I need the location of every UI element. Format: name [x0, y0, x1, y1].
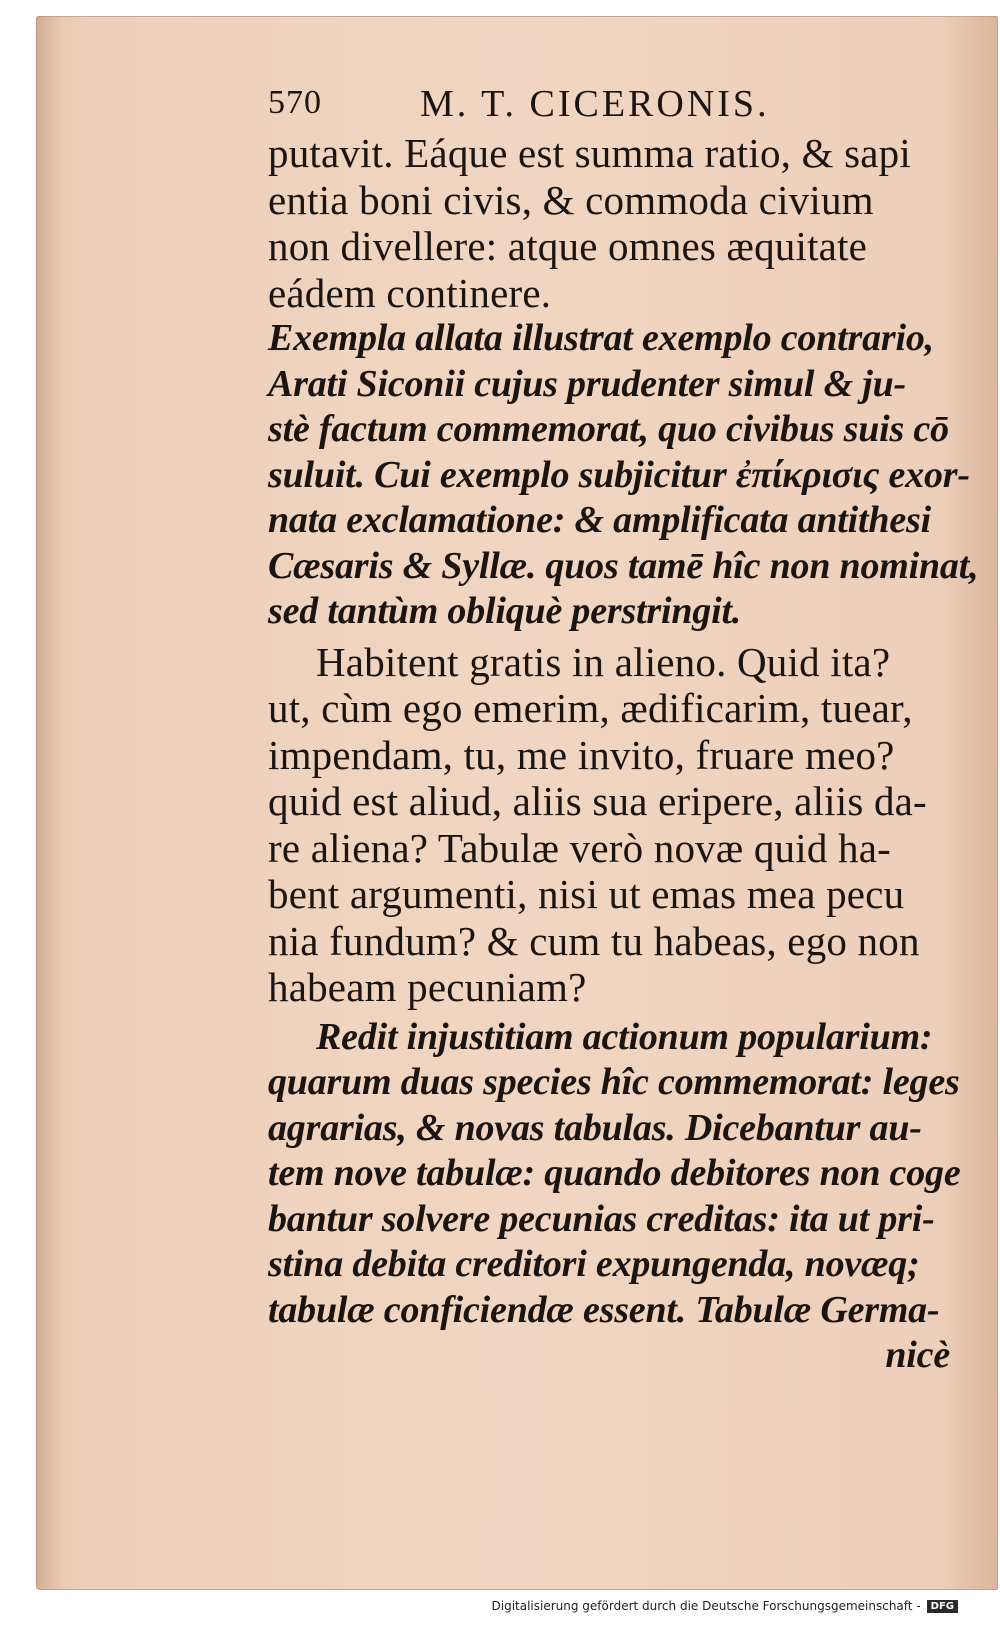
commentary-note-1	[268, 316, 979, 635]
note-line: stè factum commemorat, quo civibus suis cō	[268, 408, 949, 450]
note-line: stina debita creditori expungenda, novæq;	[268, 1243, 920, 1285]
text-line: entia boni civis, & commoda civium	[268, 176, 874, 223]
text-line: non divellere: atque omnes æquitate	[268, 223, 868, 269]
text-line: impendam, tu, me invito, fruare meo?	[268, 731, 895, 778]
note-line: agrarias, & novas tabulas. Dicebantur au-	[268, 1106, 922, 1149]
text-line: quid est aliud, aliis sua eripere, aliis da-	[268, 778, 927, 824]
note-line: Cæsaris & Syllæ. quos tamē hîc non nominat,	[268, 544, 979, 587]
text-line: re aliena? Tabulæ verò novæ quid ha-	[268, 824, 891, 871]
paragraph-2	[268, 639, 968, 1011]
paragraph-1	[268, 130, 968, 316]
text-line: habeam pecuniam?	[268, 964, 587, 1010]
text-line: Habitent gratis in alieno. Quid ita?	[316, 638, 891, 685]
note-line: tem nove tabulæ: quando debitores non coge	[268, 1152, 961, 1194]
text-block	[268, 74, 979, 1379]
text-line: ut, cùm ego emerim, ædificarim, tuear,	[268, 685, 913, 731]
running-title: M. T. CICERONIS.	[420, 83, 770, 125]
commentary-note-2	[268, 1015, 968, 1379]
note-line: tabulæ conficiendæ essent. Tabulæ Germa-	[268, 1288, 940, 1331]
book-page	[36, 16, 998, 1590]
note-line: Exempla allata illustrat exemplo contrario,	[268, 317, 934, 359]
page-number: 570	[268, 84, 322, 121]
note-line: suluit. Cui exemplo subjicitur ἐπίκρισις exor-	[268, 453, 970, 496]
note-line: quarum duas species hîc commemorat: leges	[268, 1061, 960, 1103]
text-line: putavit. Eáque est summa ratio, & sapi	[268, 130, 911, 176]
note-line: Arati Siconii cujus prudenter simul & ju-	[268, 362, 906, 405]
note-line: Redit injustitiam actionum popularium:	[316, 1015, 933, 1058]
credit-text: Digitalisierung gefördert durch die Deutsche Forschungsgemeinschaft -	[491, 1599, 921, 1613]
note-line: nata exclamatione: & amplificata antithesi	[268, 499, 931, 541]
text-line: bent argumenti, nisi ut emas mea pecu	[268, 871, 905, 917]
digitization-credit	[492, 1599, 959, 1613]
text-line: nia fundum? & cum tu habeas, ego non	[268, 917, 920, 964]
text-line: eádem continere.	[268, 269, 552, 316]
dfg-logo: DFG	[927, 1600, 958, 1613]
catchword: nicè	[885, 1334, 950, 1376]
page-header	[268, 74, 968, 130]
note-line: sed tantùm obliquè perstringit.	[268, 590, 742, 632]
note-line: bantur solvere pecunias creditas: ita ut pri-	[268, 1197, 935, 1240]
